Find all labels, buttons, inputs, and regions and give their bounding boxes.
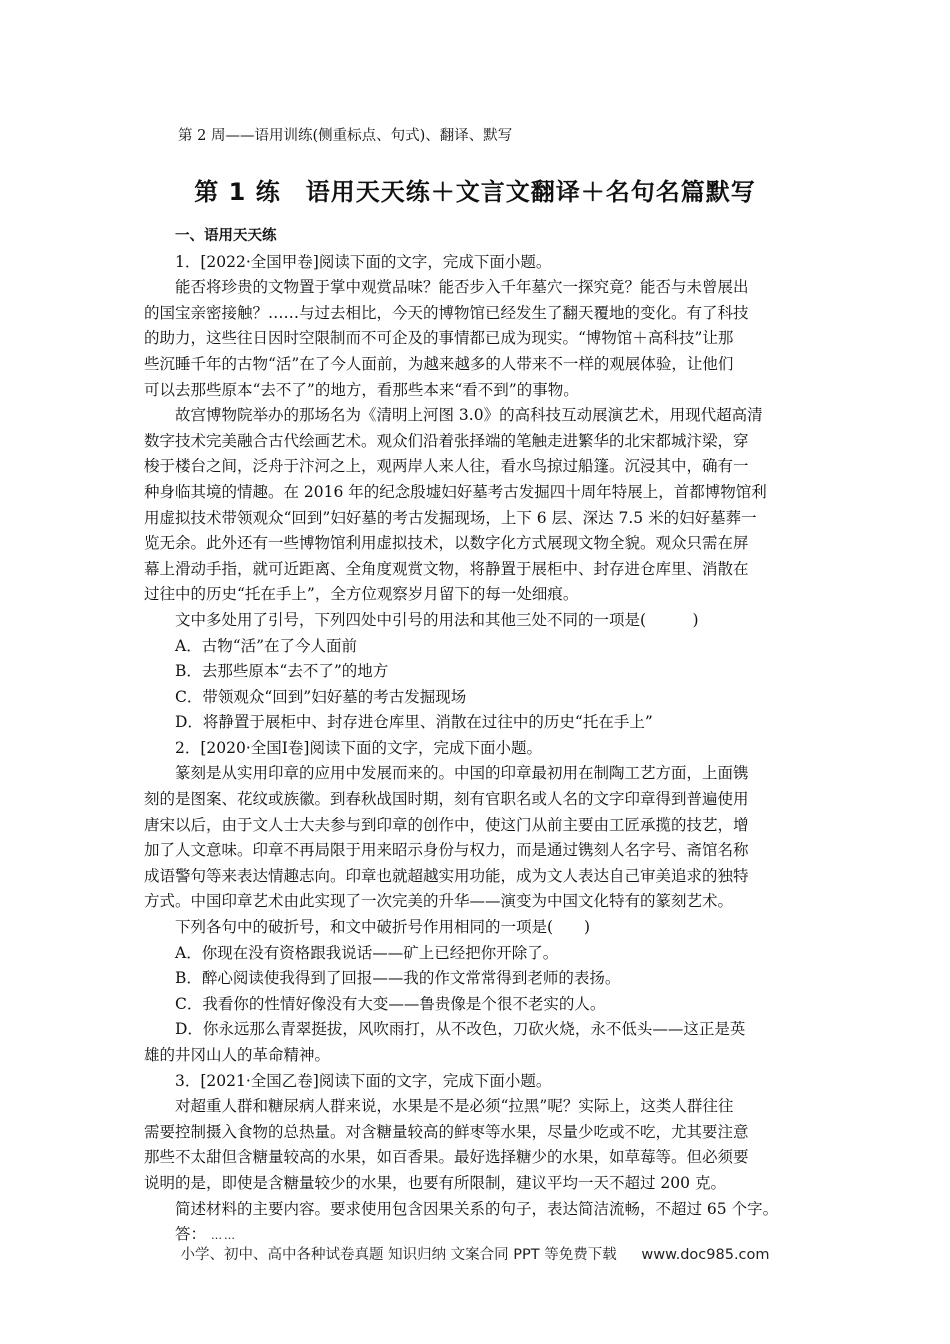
question-1-stem: 1．[2022·全国甲卷]阅读下面的文字，完成下面小题。 <box>175 252 552 271</box>
answer-label: 答： <box>175 1225 207 1244</box>
q2-passage-line: 方式。中国印章艺术由此实现了一次完美的升华——演变为中国文化特有的篆刻艺术。 <box>144 892 734 911</box>
q1-passage-line: 的助力，这些往日因时空限制而不可企及的事情都已成为现实。“博物馆＋高科技”让那 <box>144 329 734 348</box>
question-2-prompt: 下列各句中的破折号，和文中破折号作用相同的一项是( ) <box>175 918 591 937</box>
week-label: 第 2 周——语用训练(侧重标点、句式)、翻译、默写 <box>178 128 513 144</box>
q2-passage-line: 篆刻是从实用印章的应用中发展而来的。中国的印章最初用在制陶工艺方面，上面镌 <box>175 764 749 783</box>
q2-passage-line: 加了人文意味。印章不再局限于用来昭示身份与权力，而是通过镌刻人名字号、斋馆名称 <box>144 841 749 860</box>
q1-passage-line: 数字技术完美融合古代绘画艺术。观众们沿着张择端的笔触走进繁华的北宋都城汴梁，穿 <box>144 431 749 450</box>
question-1-prompt: 文中多处用了引号，下列四处中引号的用法和其他三处不同的一项是( ) <box>175 610 699 629</box>
question-2-stem: 2．[2020·全国Ⅰ卷]阅读下面的文字，完成下面小题。 <box>175 738 542 757</box>
q3-passage-line: 说明的是，即使是含糖量较少的水果，也要有所限制，建议平均一天不超过 200 克。 <box>144 1173 726 1192</box>
q2-passage-line: 刻的是图案、花纹或族徽。到春秋战国时期，刻有官职名或人名的文字印章得到普遍使用 <box>144 790 749 809</box>
q1-passage-line: 览无余。此外还有一些博物馆利用虚拟技术，以数字化方式展现文物全貌。观众只需在屏 <box>144 534 749 553</box>
q1-passage-line: 的国宝亲密接触？……与过去相比，今天的博物馆已经发生了翻天覆地的变化。有了科技 <box>144 303 749 322</box>
q2-option-b: B．醉心阅读使我得到了回报——我的作文常常得到老师的表扬。 <box>175 969 621 988</box>
q1-option-c: C．带领观众“回到”妇好墓的考古发掘现场 <box>175 687 467 706</box>
q1-passage-line: 故宫博物院举办的那场名为《清明上河图 3.0》的高科技互动展演艺术，用现代超高清 <box>175 406 763 425</box>
footer-site-link[interactable]: www.doc985.com <box>641 1247 770 1263</box>
q2-option-d-continued: 雄的井冈山人的革命精神。 <box>144 1046 331 1064</box>
q1-passage-line: 幕上滑动手指，就可近距离、全角度观赏文物，将静置于展柜中、封存进仓库里、消散在 <box>144 559 749 578</box>
footer-text: 小学、初中、高中各种试卷真题 知识归纳 文案合同 PPT 等免费下载 <box>180 1247 617 1263</box>
q2-option-c: C．我看你的性情好像没有大变——鲁贵像是个很不老实的人。 <box>175 994 606 1013</box>
q1-passage-line: 用虚拟技术带领观众“回到”妇好墓的考古发掘现场，上下 6 层、深达 7.5 米的妇好墓葬一 <box>144 508 757 527</box>
q2-option-a: A．你现在没有资格跟我说话——矿上已经把你开除了。 <box>175 943 559 962</box>
question-3-prompt: 简述材料的主要内容。要求使用包含因果关系的句子，表达简洁流畅，不超过 65 个字。 <box>175 1199 779 1218</box>
q1-option-d: D．将静置于展柜中、封存进仓库里、消散在过往中的历史“托在手上” <box>175 713 653 732</box>
q2-passage-line: 唐宋以后，由于文人士大夫参与到印章的创作中，使这门从前主要由工匠承揽的技艺，增 <box>144 815 749 834</box>
page-footer <box>0 1243 950 1264</box>
q1-passage-line: 过往中的历史“托在手上”，全方位观察岁月留下的每一处细痕。 <box>144 585 579 604</box>
page-title: 第 1 练 语用天天练＋文言文翻译＋名句名篇默写 <box>194 178 756 206</box>
question-3-stem: 3．[2021·全国乙卷]阅读下面的文字，完成下面小题。 <box>175 1071 552 1090</box>
answer-blank: …… <box>210 1229 237 1243</box>
exercise-content <box>144 224 816 1249</box>
q1-option-a: A．古物“活”在了今人面前 <box>175 636 358 655</box>
section-heading: 一、语用天天练 <box>175 228 277 244</box>
q3-passage-line: 那些不太甜但含糖量较高的水果，如百香果。最好选择糖少的水果，如草莓等。但必须要 <box>144 1148 749 1167</box>
q1-passage-line: 些沉睡千年的古物“活”在了今人面前，为越来越多的人带来不一样的观展体验，让他们 <box>144 354 734 373</box>
q2-option-d: D．你永远那么青翠挺拔，风吹雨打，从不改色，刀砍火烧，永不低头——这正是英 <box>175 1020 746 1039</box>
q1-passage-line: 能否将珍贵的文物置于掌中观赏品味？能否步入千年墓穴一探究竟？能否与未曾展出 <box>175 278 749 297</box>
q3-passage-line: 需要控制摄入食物的总热量。对含糖量较高的鲜枣等水果，尽量少吃或不吃，尤其要注意 <box>144 1122 749 1141</box>
q3-passage-line: 对超重人群和糖尿病人群来说，水果是不是必须“拉黑”呢？实际上，这类人群往往 <box>175 1097 734 1116</box>
q2-passage-line: 成语警句等来表达情趣志向。印章也就超越实用功能，成为文人表达自己审美追求的独特 <box>144 866 749 885</box>
q1-passage-line: 种身临其境的情趣。在 2016 年的纪念殷墟妇好墓考古发掘四十周年特展上，首都博物馆利 <box>144 482 767 501</box>
q1-option-b: B．去那些原本“去不了”的地方 <box>175 662 389 681</box>
q1-passage-line: 可以去那些原本“去不了”的地方，看那些本来“看不到”的事物。 <box>144 380 579 399</box>
q1-passage-line: 梭于楼台之间，泛舟于汴河之上，观两岸人来人往，看水鸟掠过船篷。沉浸其中，确有一 <box>144 457 749 476</box>
